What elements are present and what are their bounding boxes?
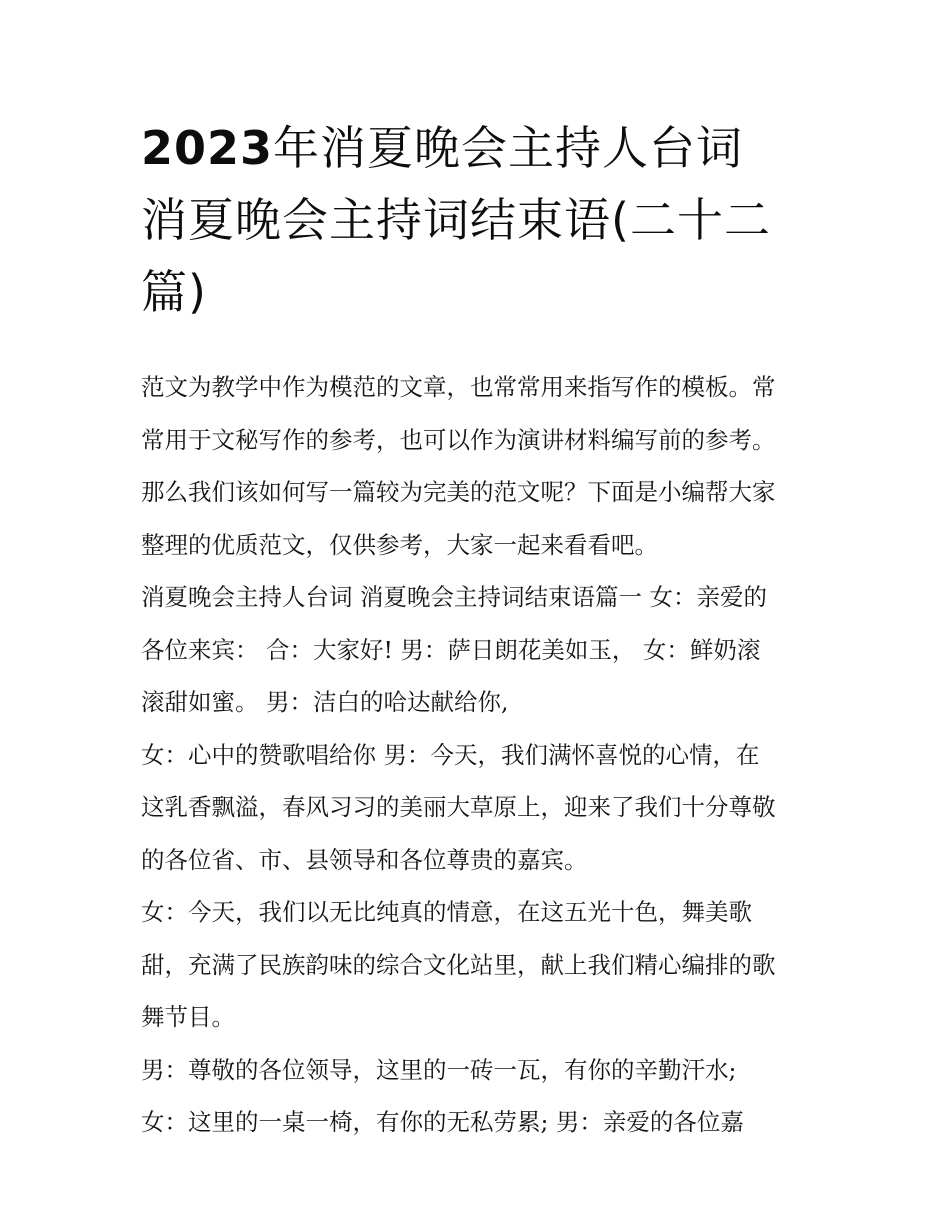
text-line: 整理的优质范文，仅供参考，大家一起来看看吧。 [141, 530, 658, 559]
text-line: 滚甜如蜜。 男：洁白的哈达献给你, [141, 688, 509, 716]
title-line-1-rest: 年消夏晚会主持人台词 [273, 121, 744, 175]
title-year: 2023 [141, 121, 274, 175]
text-line: 的各位省、市、县领导和各位尊贵的嘉宾。 [141, 845, 588, 874]
text-line: 范文为教学中作为模范的文章，也常常用来指写作的模板。常 [141, 373, 776, 401]
title-line-1 [141, 112, 831, 184]
text-line: 男：尊敬的各位领导，这里的一砖一瓦，有你的辛勤汗水; [141, 1055, 737, 1084]
text-line: 舞节目。 [141, 1003, 235, 1031]
text-line: 那么我们该如何写一篇较为完美的范文呢？下面是小编帮大家 [141, 478, 776, 506]
paragraph-dialogue [141, 1096, 821, 1149]
text-line: 消夏晚会主持人台词 消夏晚会主持词结束语篇一 女：亲爱的 [141, 583, 767, 611]
title-line-3: 篇) [141, 265, 207, 319]
text-line: 女：今天，我们以无比纯真的情意，在这五光十色，舞美歌 [141, 898, 752, 926]
paragraph-dialogue [141, 729, 821, 887]
paragraph-dialogue [141, 1044, 821, 1097]
text-line: 这乳香飘溢，春风习习的美丽大草原上，迎来了我们十分尊敬 [141, 793, 776, 821]
text-line: 女：心中的赞歌唱给你 男：今天，我们满怀喜悦的心情，在 [141, 740, 760, 769]
text-line: 各位来宾： 合：大家好! 男：萨日朗花美如玉， 女：鲜奶滚 [141, 635, 761, 664]
paragraph-dialogue [141, 886, 821, 1044]
paragraph-section-one [141, 571, 821, 729]
document-title [141, 112, 831, 328]
title-line-2: 消夏晚会主持词结束语(二十二 [141, 193, 771, 247]
text-line: 女：这里的一桌一椅，有你的无私劳累; 男：亲爱的各位嘉 [141, 1108, 744, 1136]
text-line: 甜，充满了民族韵味的综合文化站里，献上我们精心编排的歌 [141, 950, 776, 979]
text-line: 常用于文秘写作的参考，也可以作为演讲材料编写前的参考。 [141, 425, 776, 454]
paragraph-intro [141, 361, 821, 571]
document-body [141, 361, 821, 1149]
